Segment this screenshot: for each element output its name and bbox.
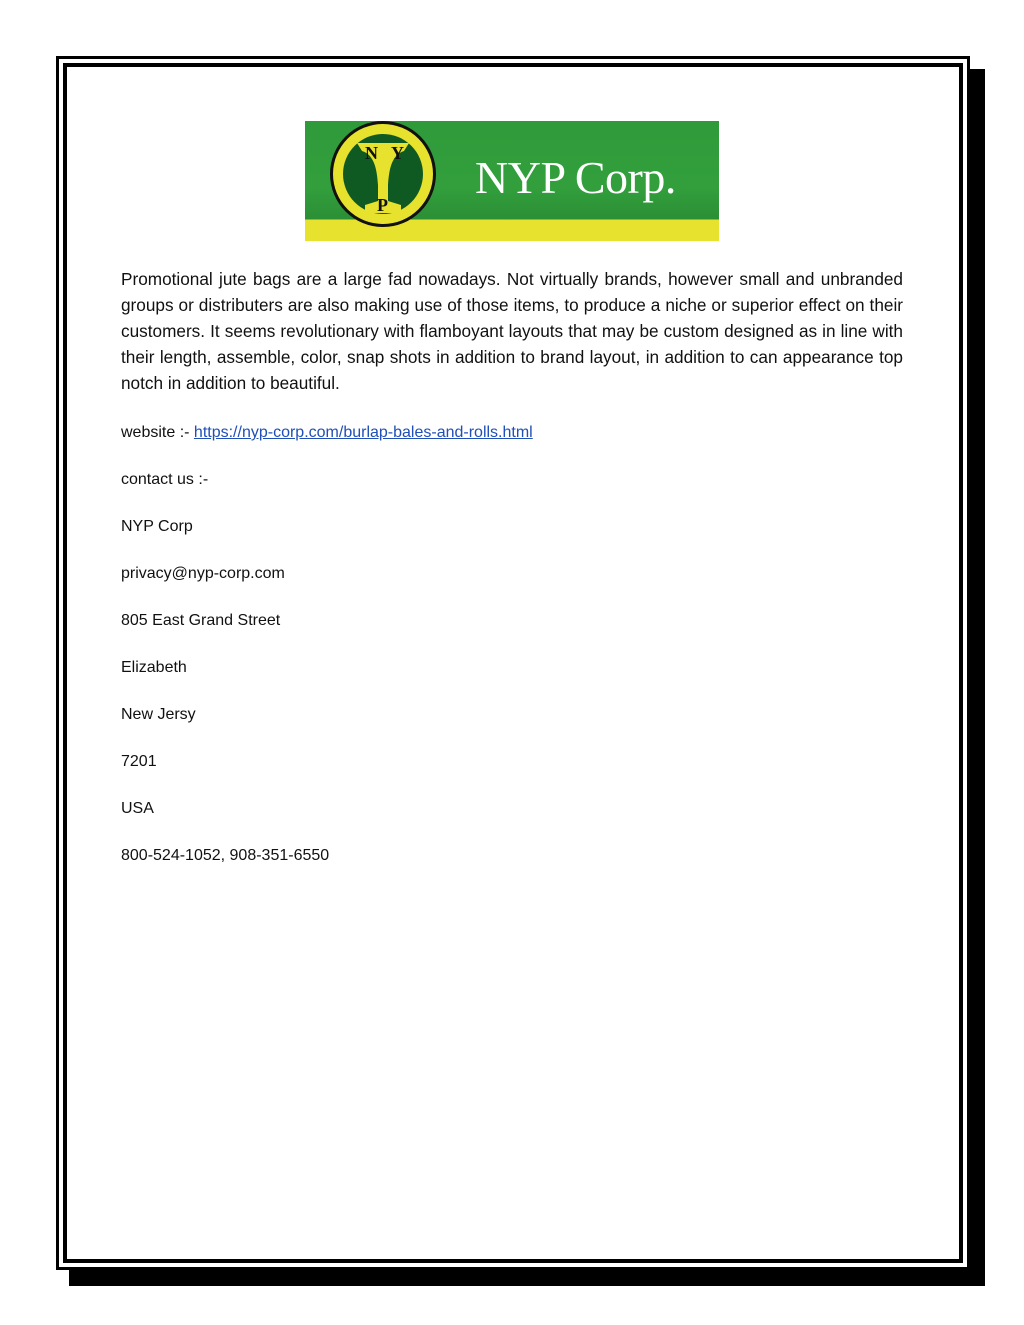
svg-text:N: N [365,143,378,163]
street-address: 805 East Grand Street [121,612,281,629]
svg-text:Y: Y [391,143,404,163]
country: USA [121,800,154,817]
company-name: NYP Corp [121,518,193,535]
phone-numbers: 800-524-1052, 908-351-6550 [121,847,330,864]
website-link[interactable]: https://nyp-corp.com/burlap-bales-and-rolls.html [193,424,533,441]
svg-text:P: P [377,195,388,215]
state: New Jersy [121,706,196,723]
contact-label: contact us :- [121,471,209,488]
website-label: website :- [121,424,194,441]
logo-wordmark: NYP Corp. [475,152,676,203]
contact-email: privacy@nyp-corp.com [121,565,285,582]
nyp-corp-logo [305,121,719,241]
city: Elizabeth [121,659,187,676]
website-line [121,422,903,444]
zip-code: 7201 [121,753,157,770]
document-body [121,266,903,867]
intro-paragraph: Promotional jute bags are a large fad nowadays. Not virtually brands, however small and unbranded groups or distributers are also making use of those items, to produce a niche or superior effect on their customers. It seems revolutionary with flamboyant layouts that may be custom designed as in line with their length, assemble, color, snap shots in addition to brand layout, in addition to can appearance top notch in addition to beautiful. [121,269,903,393]
